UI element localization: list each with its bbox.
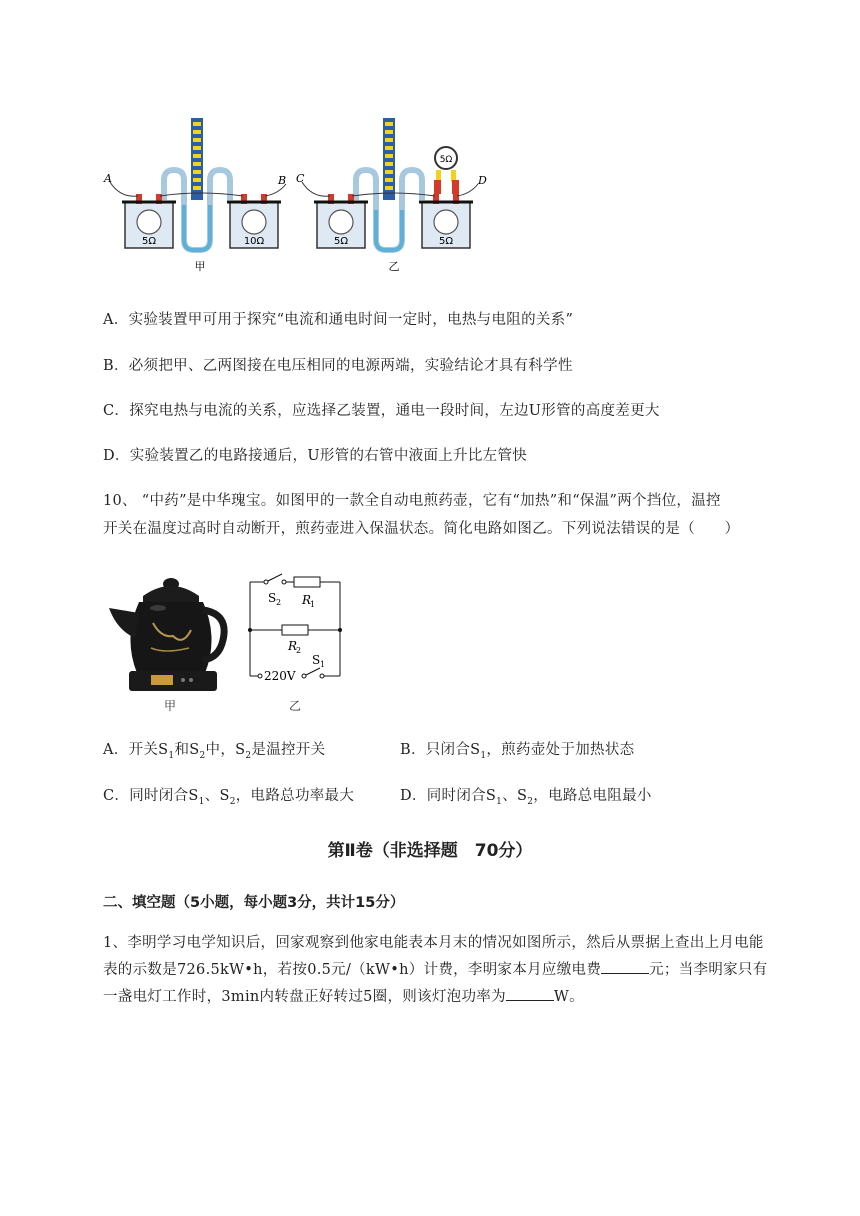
fill1-line2: 表的示数是726.5kW•h，若按0.5元/（kW•h）计费，李明家本月应缴电费 元；当李明家只有 (103, 957, 803, 984)
part2-title: 第Ⅱ卷（非选择题 70分） (327, 841, 533, 861)
terminal-c-label: C (296, 172, 305, 185)
q10-figure-jia-caption: 甲 (164, 699, 177, 713)
q9-option-a: A．实验装置甲可用于探究“电流和通电时间一定时，电热与电阻的关系” (103, 312, 574, 328)
label-r1: R (302, 593, 312, 607)
label-s1: S (312, 653, 321, 667)
fill1-line1: 1、李明学习电学知识后，回家观察到他家电能表本月末的情况如图所示，然后从票据上查出上月电能 (103, 935, 764, 951)
label-5ohm-yi-right: 5Ω (438, 236, 454, 247)
label-5ohm-jia-left: 5Ω (141, 236, 157, 247)
fill1-line3: 一盏电灯工作时，3min内转盘正好转过5圈，则该灯泡功率为 W。 (103, 984, 803, 1011)
q10-option-d: D．同时闭合$S_1$、$S_2$，电路总电阻最小 (400, 788, 652, 807)
q9-option-c: C．探究电热与电流的关系，应选择乙装置，通电一段时间，左边U形管的高度差更大 (103, 403, 660, 419)
label-5ohm-yi-left: 5Ω (333, 236, 349, 247)
fill1-blank-power (506, 986, 554, 1001)
q9-option-d: D．实验装置乙的电路接通后，U形管的右管中液面上升比左管快 (103, 448, 528, 464)
q10-option-a: A．开关$S_1$和$S_2$中，$S_2$是温控开关 (103, 742, 326, 761)
label-220v: 220V (264, 669, 296, 683)
switch-s2 (268, 574, 282, 581)
q10-stem-line1: 10、 “中药”是中华瑰宝。如图甲的一款全自动电煎药壶，它有“加热”和“保温”两个挡位，温控 (103, 493, 721, 509)
terminal-a-label: A (104, 172, 112, 185)
kettle-body (130, 602, 211, 673)
q10-circuit-diagram (244, 568, 354, 686)
q10-figure-yi-caption: 乙 (289, 699, 302, 713)
fill1-blank-fee (601, 959, 649, 974)
resistor-r2 (282, 625, 308, 635)
figure-yi-caption: 乙 (388, 260, 400, 273)
switch-s1 (306, 668, 320, 675)
label-s1-sub: 1 (320, 660, 326, 669)
terminal-b-label: B (278, 174, 287, 187)
resistor-r1 (294, 577, 320, 587)
label-r2-sub: 2 (296, 646, 302, 655)
q10-stem-line2: 开关在温度过高时自动断开，煎药壶进入保温状态。简化电路如图乙。下列说法错误的是（ ） (103, 521, 740, 537)
q10-option-c: C．同时闭合$S_1$、$S_2$，电路总功率最大 (103, 788, 355, 807)
label-10ohm-jia-right: 10Ω (243, 236, 265, 247)
herbal-kettle-photo (103, 568, 233, 693)
q10-option-b: B．只闭合$S_1$，煎药壶处于加热状态 (400, 742, 635, 761)
section2-heading: 二、填空题（5小题，每小题3分，共计15分） (103, 895, 405, 911)
label-s2: S (268, 591, 277, 605)
label-s2-sub: 2 (276, 598, 282, 607)
label-r2: R (288, 639, 298, 653)
joule-heat-apparatus-figure (100, 110, 500, 280)
fill-question-1 (103, 930, 803, 1011)
label-r1-sub: 1 (310, 600, 316, 609)
label-5ohm-yi-external: 5Ω (439, 155, 453, 165)
q9-option-b: B．必须把甲、乙两图接在电压相同的电源两端，实验结论才具有科学性 (103, 358, 573, 374)
figure-jia-caption: 甲 (194, 260, 206, 273)
terminal-d-label: D (478, 174, 487, 187)
